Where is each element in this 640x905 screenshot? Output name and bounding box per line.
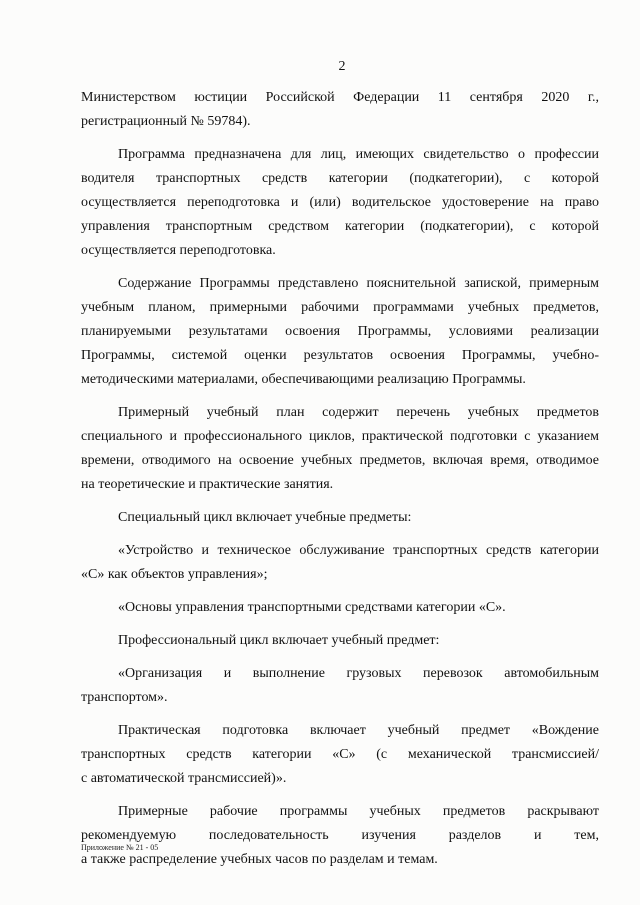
text-line: Программы, системой оценки результатов освоения Программы, учебно- [81,348,599,363]
text-line: осуществляется переподготовка и (или) водительское удостоверение на право [81,195,599,210]
text-line: планируемыми результатами освоения Программы, условиями реализации [81,324,599,339]
text-line: Специальный цикл включает учебные предметы: [118,510,412,525]
text-line: методическими материалами, обеспечивающими реализацию Программы. [81,372,526,387]
paragraph [81,719,599,791]
paragraph [81,86,599,134]
text-line: «Организация и выполнение грузовых перевозок автомобильным [118,666,599,681]
text-line: Профессиональный цикл включает учебный предмет: [118,633,440,648]
paragraph [81,629,599,653]
text-line: Примерные рабочие программы учебных предметов раскрывают [118,804,599,819]
text-line: транспортных средств категории «С» (с механической трансмиссией/ [81,747,599,762]
paragraph [81,596,599,620]
text-line: водителя транспортных средств категории (подкатегории), с которой [81,171,599,186]
page-footer: Приложение № 21 - 05 [81,843,159,852]
text-line: а также распределение учебных часов по разделам и темам. [81,852,438,867]
paragraph [81,539,599,587]
paragraph [81,143,599,263]
text-line: осуществляется переподготовка. [81,243,276,258]
document-body [81,86,599,872]
text-line: Программа предназначена для лиц, имеющих свидетельство о профессии [118,147,599,162]
page-number: 2 [338,59,346,74]
paragraph [81,506,599,530]
paragraph [81,800,599,872]
text-line: Содержание Программы представлено пояснительной запиской, примерным [118,276,599,291]
text-line: регистрационный № 59784). [81,114,251,129]
text-line: времени, отводимого на освоение учебных предметов, включая время, отводимое [81,453,599,468]
paragraph [81,272,599,392]
text-line: Практическая подготовка включает учебный предмет «Вождение [118,723,599,738]
paragraph [81,662,599,710]
text-line: «Устройство и техническое обслуживание транспортных средств категории [118,543,599,558]
text-line: Примерный учебный план содержит перечень учебных предметов [118,405,599,420]
text-line: специального и профессионального циклов, практической подготовки с указанием [81,429,599,444]
text-line: «С» как объектов управления»; [81,567,268,582]
text-line: транспортом». [81,690,168,705]
text-line: Министерством юстиции Российской Федерации 11 сентября 2020 г., [81,90,599,105]
text-line: «Основы управления транспортными средствами категории «С». [118,600,506,615]
text-line: с автоматической трансмиссией)». [81,771,287,786]
paragraph [81,401,599,497]
text-line: учебным планом, примерными рабочими программами учебных предметов, [81,300,599,315]
text-line: управления транспортным средством категории (подкатегории), с которой [81,219,599,234]
text-line: на теоретические и практические занятия. [81,477,334,492]
text-line: рекомендуемую последовательность изучения разделов и тем, [81,828,599,843]
